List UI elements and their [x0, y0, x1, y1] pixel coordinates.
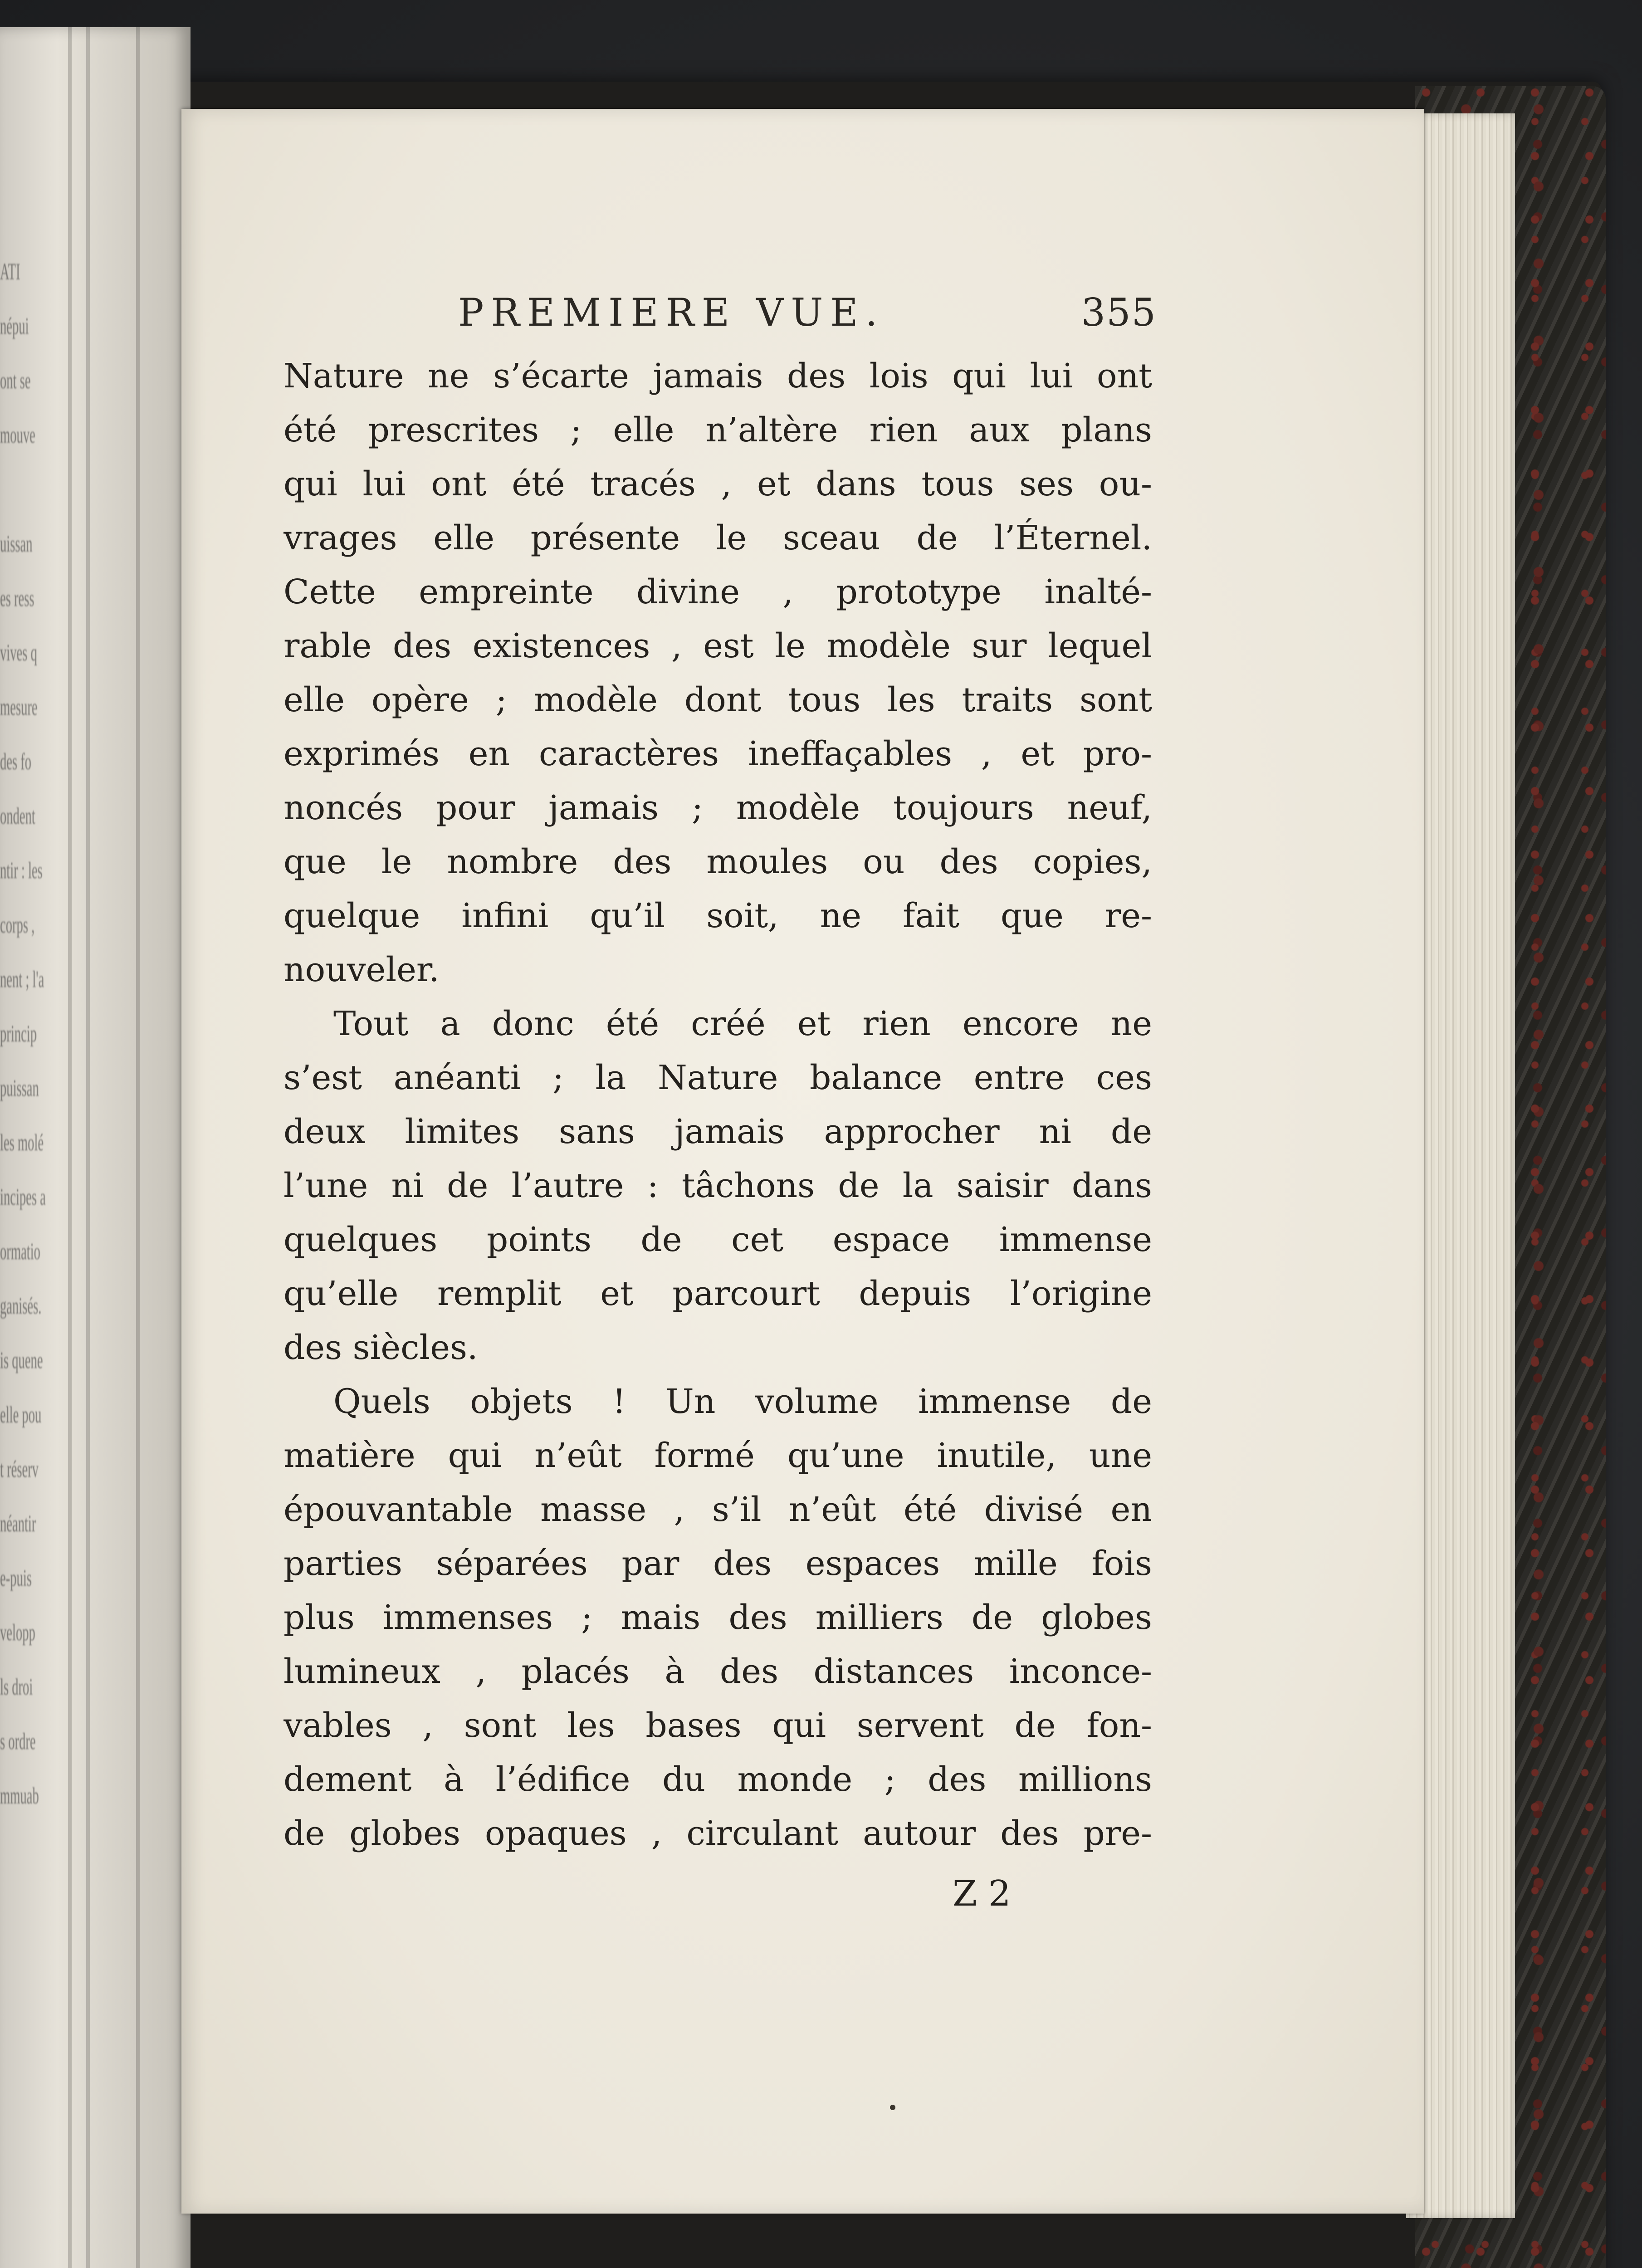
text-line: vables , sont les bases qui servent de fon- [283, 1706, 1152, 1745]
paper-speck [890, 2105, 895, 2110]
page-edge-strip [136, 27, 140, 2268]
text-line: s’est anéanti ; la Nature balance entre ces [283, 1058, 1152, 1097]
text-line: nouveler. [283, 950, 440, 989]
text-line: l’une ni de l’autre : tâchons de la saisir dans [283, 1166, 1152, 1205]
text-line: lumineux , placés à des distances inconce- [283, 1652, 1152, 1691]
body-text [283, 349, 1152, 1861]
text-line: des siècles. [283, 1328, 478, 1367]
text-line: matière qui n’eût formé qu’une inutile, une [283, 1436, 1152, 1475]
text-line: quelque infini qu’il soit, ne fait que re- [283, 896, 1152, 935]
text-line: quelques points de cet espace immense [283, 1220, 1152, 1259]
text-line: Nature ne s’écarte jamais des lois qui lui ont [283, 357, 1152, 396]
text-line: noncés pour jamais ; modèle toujours neuf, [283, 788, 1152, 827]
text-line: été prescrites ; elle n’altère rien aux plans [283, 411, 1152, 450]
text-line: parties séparées par des espaces mille fois [283, 1544, 1152, 1583]
text-line: rable des existences , est le modèle sur lequel [283, 626, 1152, 665]
previous-pages-edge [0, 27, 191, 2268]
text-line: Quels objets ! Un volume immense de [333, 1382, 1152, 1421]
text-line: qui lui ont été tracés , et dans tous ses ou- [283, 464, 1152, 503]
page-number: 355 [1081, 290, 1157, 335]
text-line: qu’elle remplit et parcourt depuis l’origine [283, 1274, 1152, 1313]
text-line: deux limites sans jamais approcher ni de [283, 1112, 1152, 1151]
text-line: elle opère ; modèle dont tous les traits sont [283, 680, 1152, 719]
text-line: épouvantable masse , s’il n’eût été divisé en [283, 1490, 1152, 1529]
text-line: exprimés en caractères ineffaçables , et pro- [283, 734, 1152, 773]
bleed-through-text: ATI népui ont se mouve uissan es ress vives q mesure des fo ondent ntir : les corps , nent ; l'a princip puissan les molé incipes a ormatio ganisés. is quene elle pou t réserv néantir e-puis velopp ls droi s ordre mmuab [0, 259, 46, 1809]
text-line: Tout a donc été créé et rien encore ne [333, 1004, 1152, 1043]
text-line: Cette empreinte divine , prototype inalté- [283, 572, 1152, 611]
text-line: vrages elle présente le sceau de l’Éternel. [283, 518, 1152, 557]
text-line: que le nombre des moules ou des copies, [283, 842, 1152, 881]
text-line: plus immenses ; mais des milliers de globes [283, 1598, 1152, 1637]
text-line: dement à l’édifice du monde ; des millions [283, 1760, 1152, 1799]
text-line: de globes opaques , circulant autour des pre- [283, 1814, 1152, 1853]
running-title: PREMIERE VUE. [458, 290, 885, 335]
page-header [458, 290, 1157, 340]
signature-mark: Z 2 [953, 1873, 1011, 1914]
